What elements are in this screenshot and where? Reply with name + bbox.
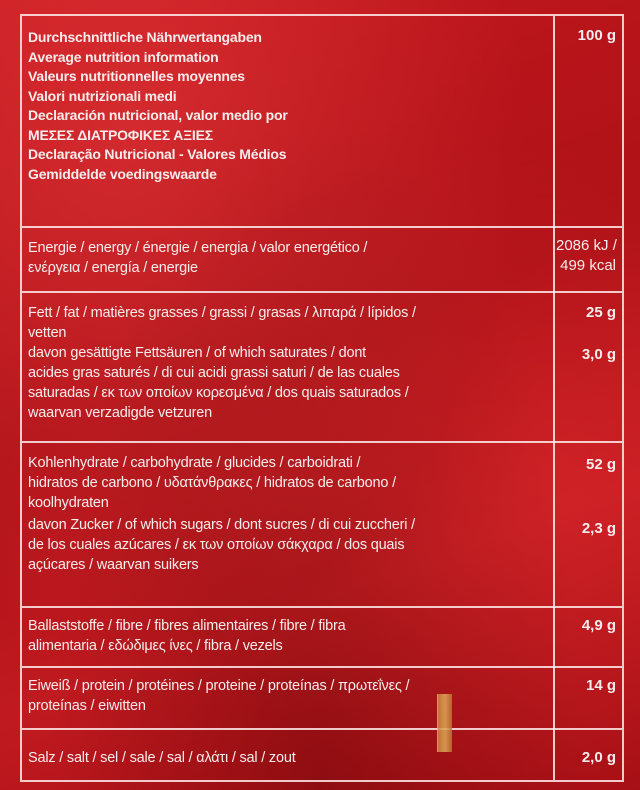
salt-line: Salz / salt / sel / sale / sal / αλάτι / sal / zout <box>28 750 296 766</box>
header-line: Gemiddelde voedingswaarde <box>28 165 217 182</box>
header-line: Valeurs nutritionnelles moyennes <box>28 68 245 84</box>
energy-label <box>28 238 548 278</box>
fat-label <box>28 303 548 343</box>
header-line: Valori nutrizionali medi <box>28 87 177 104</box>
fat-row <box>22 291 622 443</box>
torn-strip-mark <box>437 694 452 752</box>
protein-line: proteínas / eiwitten <box>28 698 146 714</box>
fat-line: vetten <box>28 325 67 341</box>
fibre-row <box>22 606 622 668</box>
protein-label <box>28 676 548 716</box>
sugars-line: davon Zucker / of which sugars / dont sucres / di cui zuccheri / <box>28 517 415 533</box>
energy-line: Energie / energy / énergie / energia / valor energético / <box>28 240 368 256</box>
saturates-line: waarvan verzadigde vetzuren <box>28 405 213 421</box>
header-line: Declaração Nutricional - Valores Médios <box>28 146 287 162</box>
sugars-label <box>28 515 548 575</box>
fat-line: Fett / fat / matières grasses / grassi / grasas / λιπαρά / lípidos / <box>28 305 416 321</box>
protein-row <box>22 666 622 730</box>
sugars-line: açúcares / waarvan suikers <box>28 557 199 573</box>
saturates-label <box>28 343 548 423</box>
header-value: 100 g <box>577 27 616 44</box>
fibre-line: alimentaria / εδώδιμες ίνες / fibra / vezels <box>28 638 283 654</box>
energy-kj-value: 2086 kJ / <box>556 237 617 254</box>
protein-value: 14 g <box>585 677 616 694</box>
protein-line: Eiweiß / protein / protéines / proteine / proteínas / πρωτεΐνες / <box>28 678 410 694</box>
carbs-label <box>28 453 548 513</box>
salt-row <box>22 728 622 784</box>
header-line: ΜΕΣΕΣ ΔΙΑΤΡΟΦΙΚΕΣ ΑΞΙΕΣ <box>28 126 213 143</box>
header-line: Declaración nutricional, valor medio por <box>28 107 288 123</box>
carbs-row <box>22 441 622 608</box>
carbs-line: koolhydraten <box>28 495 109 511</box>
carbs-line: hidratos de carbono / υδατάνθρακες / hidratos de carbono / <box>28 475 396 491</box>
salt-value: 2,0 g <box>581 749 616 766</box>
sugars-line: de los cuales azúcares / εκ των οποίων σάκχαρα / dos quais <box>28 537 405 553</box>
carbs-value: 52 g <box>585 456 616 473</box>
saturates-line: davon gesättigte Fettsäuren / of which saturates / dont <box>28 345 367 361</box>
salt-label <box>28 748 548 768</box>
fibre-label <box>28 616 548 656</box>
energy-kcal-value: 499 kcal <box>560 257 616 274</box>
fat-value: 25 g <box>585 304 616 321</box>
header-label <box>28 28 548 184</box>
header-line: Average nutrition information <box>28 48 219 65</box>
nutrition-table <box>20 14 624 782</box>
header-line: Durchschnittliche Nährwertangaben <box>28 29 262 45</box>
saturates-line: acides gras saturés / di cui acidi grassi saturi / de las cuales <box>28 365 400 381</box>
fibre-line: Ballaststoffe / fibre / fibres alimentaires / fibre / fibra <box>28 618 346 634</box>
fibre-value: 4,9 g <box>581 617 616 634</box>
saturates-line: saturadas / εκ των οποίων κορεσμένα / dos quais saturados / <box>28 385 409 401</box>
sugars-value: 2,3 g <box>581 520 616 537</box>
energy-row <box>22 226 622 293</box>
energy-line: ενέργεια / energía / energie <box>28 260 198 276</box>
carbs-line: Kohlenhydrate / carbohydrate / glucides / carboidrati / <box>28 455 361 471</box>
header-row <box>22 16 622 226</box>
saturates-value: 3,0 g <box>581 346 616 363</box>
